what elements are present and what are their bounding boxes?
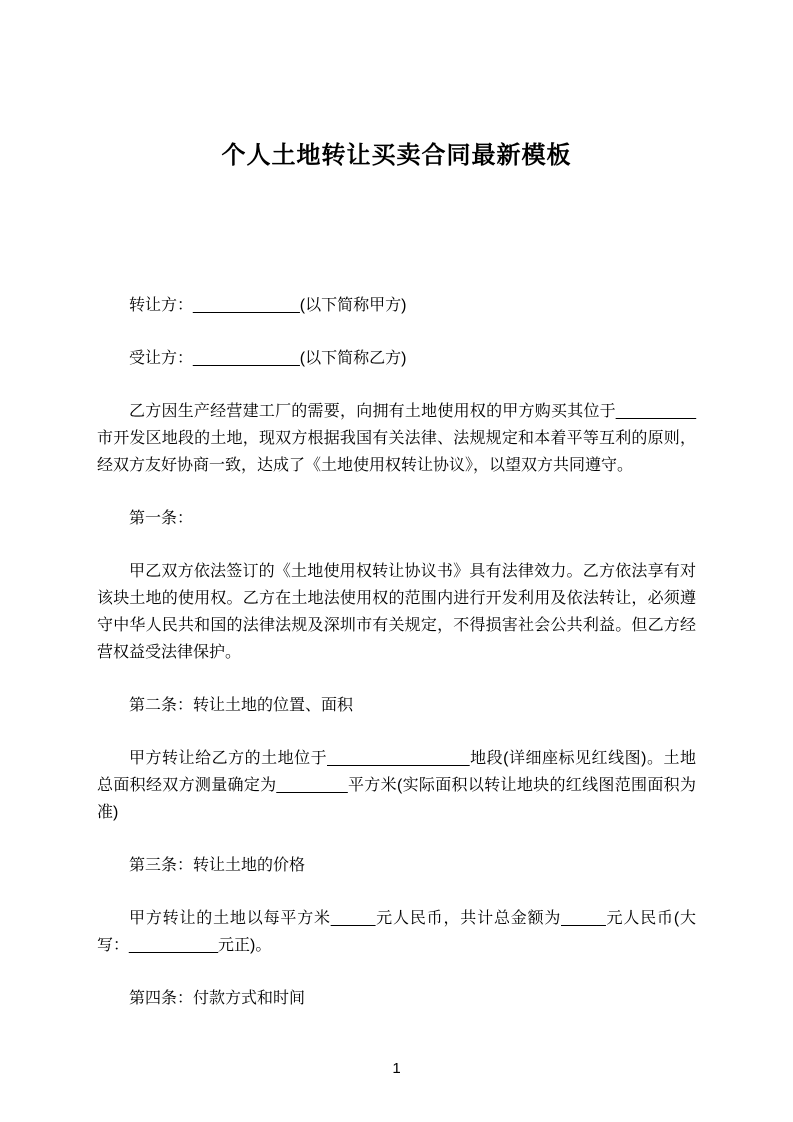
transferee-label: 受让方： — [129, 350, 194, 367]
section-3-body: 甲方转让的土地以每平方米_____元人民币，共计总金额为_____元人民币(大写：__________元正)。 — [97, 910, 696, 954]
transferor-blank-line: ____________ — [193, 297, 300, 314]
transferee-alias: (以下简称乙方) — [299, 350, 407, 367]
party-line-transferor — [97, 292, 696, 319]
section-2-heading: 第二条：转让土地的位置、面积 — [129, 697, 354, 714]
preamble-paragraph: 乙方因生产经营建工厂的需要，向拥有土地使用权的甲方购买其位于_________市开发区地段的土地，现双方根据我国有关法律、法规规定和本着平等互利的原则，经双方友好协商一致，达成了《土地使用权转让协议》，以望双方共同遵守。 — [97, 403, 696, 474]
document-title: 个人土地转让买卖合同最新模板 — [221, 142, 572, 169]
section-4-heading: 第四条：付款方式和时间 — [129, 990, 306, 1007]
party-line-transferee — [97, 345, 696, 372]
page-number: 1 — [392, 1060, 401, 1077]
transferor-label: 转让方： — [129, 297, 194, 314]
transferor-alias: (以下简称甲方) — [299, 297, 407, 314]
section-1-heading: 第一条： — [129, 510, 194, 527]
section-2-body: 甲方转让给乙方的土地位于________________地段(详细座标见红线图)。土地总面积经双方测量确定为________平方米(实际面积以转让地块的红线图范围面积为准) — [97, 750, 696, 821]
transferee-blank-line: ____________ — [193, 350, 300, 367]
section-3-heading: 第三条：转让土地的价格 — [129, 857, 306, 874]
section-1-body: 甲乙双方依法签订的《土地使用权转让协议书》具有法律效力。乙方依法享有对该块土地的使用权。乙方在土地法使用权的范围内进行开发利用及依法转让，必须遵守中华人民共和国的法律法规及深圳市有关规定，不得损害社会公共利益。但乙方经营权益受法律保护。 — [97, 563, 696, 661]
